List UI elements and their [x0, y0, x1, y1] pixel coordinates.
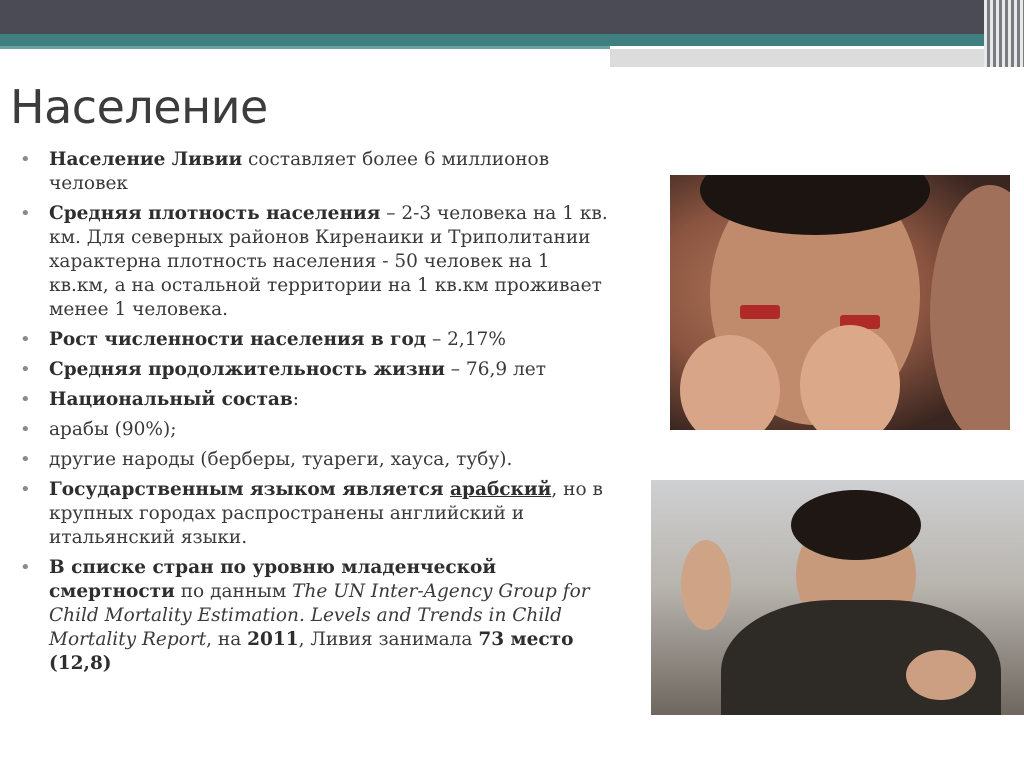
photo-girl-peace-sign — [670, 175, 1010, 430]
bullet-growth: • Рост численности населения в год – 2,17% — [20, 328, 610, 352]
slide-title: Население — [10, 80, 268, 134]
bullet-list — [20, 148, 610, 682]
header-accent-line — [0, 46, 610, 49]
header-stripe — [0, 34, 1024, 46]
bullet-density: • Средняя плотность населения – 2-3 человека на 1 кв. км. Для северных районов Киренаики и Триполитании характерна плотность населения - 50 человек на 1 кв.км, а на остальной территории на 1 кв.км проживает менее 1 человека. — [20, 202, 610, 322]
bullet-ethnic-composition: • Национальный состав: — [20, 388, 610, 412]
bullet-language: • Государственным языком является арабский, но в крупных городах распространены английский и итальянский языки. — [20, 478, 610, 550]
bullet-arabs: • арабы (90%); — [20, 418, 610, 442]
bullet-population: • Население Ливии составляет более 6 миллионов человек — [20, 148, 610, 196]
bullet-infant-mortality: • В списке стран по уровню младенческой смертности по данным The UN Inter-Agency Group for Child Mortality Estimation. Levels and Trends in Child Mortality Report, на 2011, Ливия занимала 73 место (12,8) — [20, 556, 610, 676]
header-gray-band — [610, 49, 1024, 67]
bullet-other-peoples: • другие народы (берберы, туареги, хауса, тубу). — [20, 448, 610, 472]
header-bar — [0, 0, 1024, 34]
bullet-life-expectancy: • Средняя продолжительность жизни – 76,9 лет — [20, 358, 610, 382]
header-decoration — [984, 0, 1024, 67]
photo-boy-peace-sign — [651, 480, 1024, 715]
language-link: арабский — [450, 479, 552, 500]
